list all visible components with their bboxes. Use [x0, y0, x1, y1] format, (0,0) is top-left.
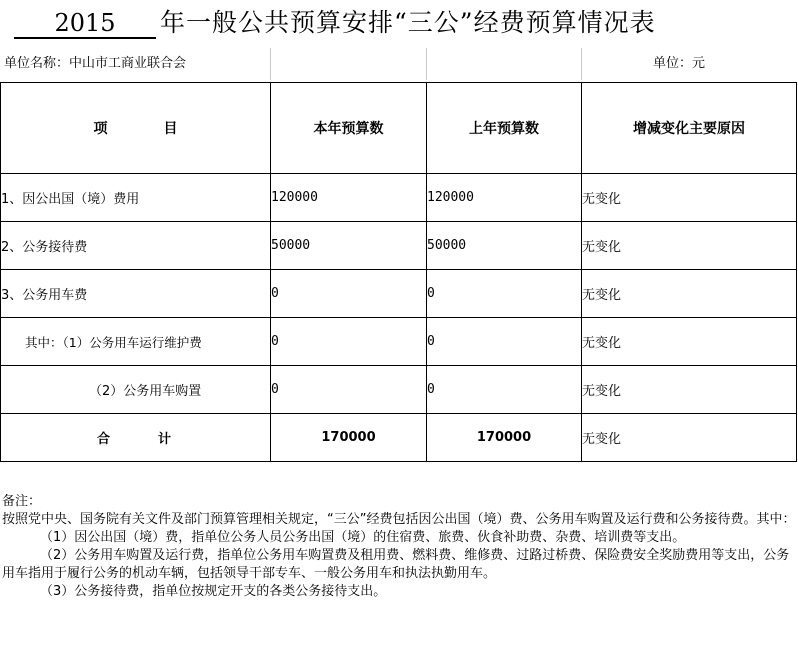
row-item: 2、公务接待费 [1, 222, 271, 270]
page-title: 年一般公共预算安排“三公”经费预算情况表 [160, 8, 656, 37]
row-current: 0 [271, 270, 427, 318]
table-row [1, 222, 797, 270]
row-current: 120000 [271, 174, 427, 222]
row-previous: 0 [427, 366, 582, 414]
header-previous: 上年预算数 [427, 83, 582, 174]
notes-section [2, 493, 796, 601]
title-year: 2015 [14, 9, 156, 39]
row-current: 0 [271, 366, 427, 414]
budget-table [0, 82, 797, 462]
table-row [1, 270, 797, 318]
notes-item-3: （3）公务接待费，指单位按规定开支的各类公务接待支出。 [40, 584, 387, 599]
table-header-row [1, 83, 797, 174]
unit-row [0, 48, 798, 80]
row-previous: 50000 [427, 222, 582, 270]
total-label: 合 计 [1, 414, 271, 462]
notes-heading: 备注： [2, 494, 42, 509]
unit-label: 单位：元 [653, 56, 706, 71]
total-reason: 无变化 [582, 414, 797, 462]
notes-item-2: （2）公务用车购置及运行费，指单位公务用车购置费及租用费、燃料费、维修费、过路过桥费、保险费安全奖励费用等支出，公务用车指用于履行公务的机动车辆，包括领导干部专车、一般公务用车和执法执勤用车。 [2, 548, 790, 581]
row-current: 50000 [271, 222, 427, 270]
row-reason: 无变化 [582, 174, 797, 222]
header-current: 本年预算数 [271, 83, 427, 174]
row-item: 3、公务用车费 [1, 270, 271, 318]
row-reason: 无变化 [582, 222, 797, 270]
header-item: 项 目 [1, 83, 271, 174]
row-current: 0 [271, 318, 427, 366]
total-current: 170000 [271, 414, 427, 462]
total-previous: 170000 [427, 414, 582, 462]
row-item: （2）公务用车购置 [1, 366, 271, 414]
title-row [0, 0, 798, 46]
notes-intro: 按照党中央、国务院有关文件及部门预算管理相关规定，“三公”经费包括因公出国（境）费、公务用车购置及运行费和公务接待费。其中： [2, 512, 796, 527]
row-previous: 0 [427, 318, 582, 366]
table-total-row [1, 414, 797, 462]
row-item: 1、因公出国（境）费用 [1, 174, 271, 222]
row-reason: 无变化 [582, 318, 797, 366]
notes-item-1: （1）因公出国（境）费，指单位公务人员公务出国（境）的住宿费、旅费、伙食补助费、杂费、培训费等支出。 [40, 530, 686, 545]
row-reason: 无变化 [582, 366, 797, 414]
table-row [1, 366, 797, 414]
row-previous: 120000 [427, 174, 582, 222]
row-reason: 无变化 [582, 270, 797, 318]
header-reason: 增减变化主要原因 [582, 83, 797, 174]
row-previous: 0 [427, 270, 582, 318]
table-row [1, 318, 797, 366]
table-row [1, 174, 797, 222]
unit-name: 单位名称：中山市工商业联合会 [4, 56, 187, 71]
row-item: 其中：（1）公务用车运行维护费 [1, 318, 271, 366]
